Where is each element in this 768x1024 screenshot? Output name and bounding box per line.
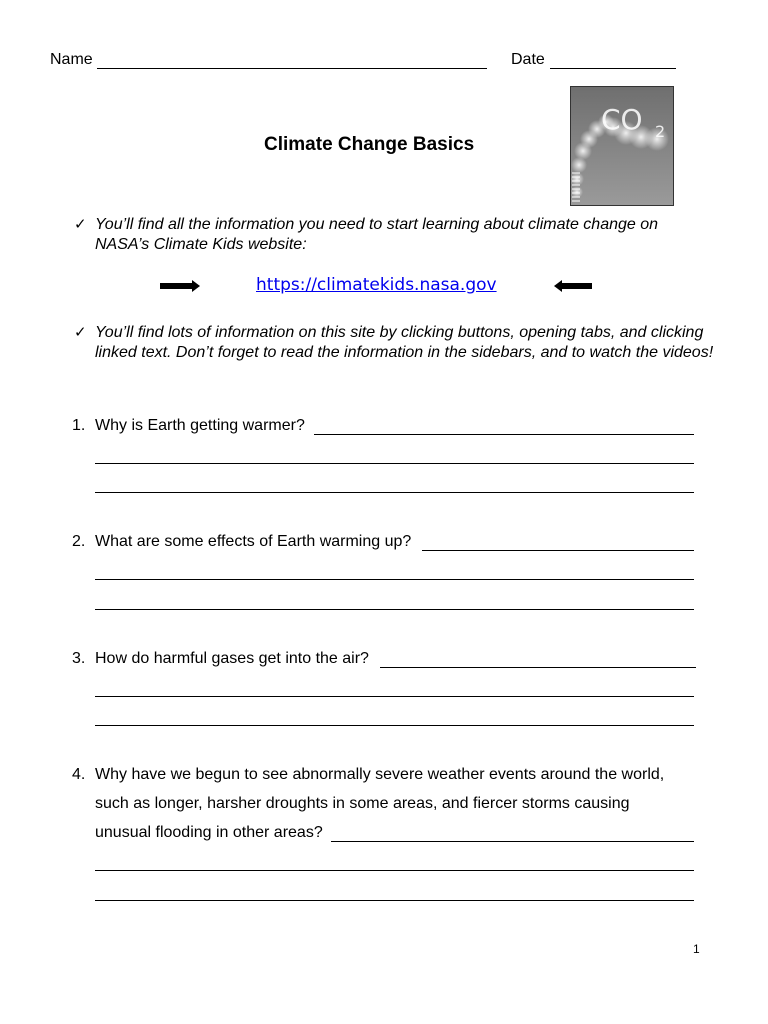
date-label: Date	[511, 51, 545, 68]
answer-line[interactable]	[95, 462, 694, 464]
answer-line[interactable]	[95, 491, 694, 493]
climate-kids-link[interactable]: https://climatekids.nasa.gov	[256, 275, 497, 295]
question-number: 2.	[72, 533, 86, 550]
question-number: 3.	[72, 650, 86, 667]
name-input-line[interactable]	[97, 51, 487, 69]
answer-line[interactable]	[95, 695, 694, 697]
svg-text:2: 2	[655, 122, 666, 141]
arrow-right-icon	[160, 279, 200, 298]
tips-bullet-text: You’ll find lots of information on this site by clicking buttons, opening tabs, and clicking linked text. Don’t forget to read the information in the sidebars, and to watch the videos!	[95, 324, 714, 361]
answer-line[interactable]	[95, 608, 694, 610]
answer-line[interactable]	[331, 840, 694, 842]
co2-image	[570, 86, 674, 206]
question-number: 4.	[72, 766, 86, 783]
checkmark-icon: ✓	[74, 323, 87, 341]
answer-line[interactable]	[95, 578, 694, 580]
page-title: Climate Change Basics	[264, 134, 475, 155]
name-label: Name	[50, 51, 93, 68]
intro-bullet-text: You’ll find all the information you need to start learning about climate change on NASA’s Climate Kids website:	[95, 216, 659, 253]
answer-line[interactable]	[95, 869, 694, 871]
page-number: 1	[693, 942, 700, 956]
question-text: Why is Earth getting warmer?	[95, 417, 305, 434]
question-text: How do harmful gases get into the air?	[95, 650, 369, 667]
co2-text: CO	[601, 103, 643, 136]
date-input-line[interactable]	[550, 51, 676, 69]
question-text: unusual flooding in other areas?	[95, 824, 323, 841]
answer-line[interactable]	[314, 433, 694, 435]
answer-line[interactable]	[380, 666, 696, 668]
question-text: such as longer, harsher droughts in some areas, and fiercer storms causing	[95, 795, 630, 812]
checkmark-icon: ✓	[74, 215, 87, 233]
answer-line[interactable]	[422, 549, 694, 551]
question-text: What are some effects of Earth warming up?	[95, 533, 412, 550]
answer-line[interactable]	[95, 724, 694, 726]
answer-line[interactable]	[95, 899, 694, 901]
question-number: 1.	[72, 417, 86, 434]
question-text: Why have we begun to see abnormally severe weather events around the world,	[95, 766, 665, 783]
arrow-left-icon	[554, 279, 594, 298]
